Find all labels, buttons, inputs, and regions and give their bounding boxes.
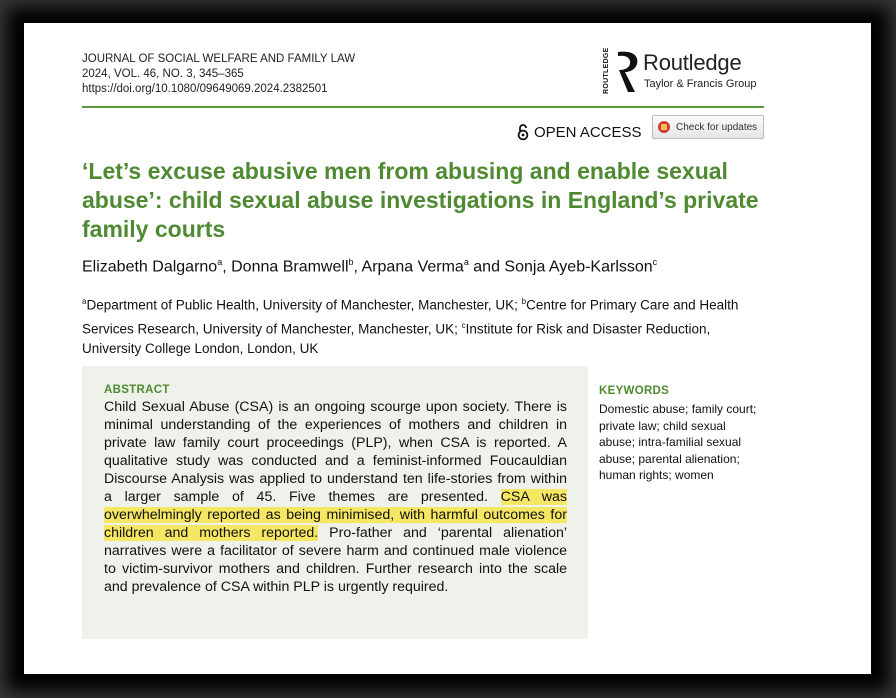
affiliation-mark: c (461, 320, 466, 330)
header-divider (82, 106, 764, 108)
keywords-heading: KEYWORDS (599, 385, 670, 397)
check-updates-icon (658, 121, 670, 133)
abstract-text-part: Child Sexual Abuse (CSA) is an ongoing scourge upon society. There is minimal understanding of the experiences of mothers and children in private law family court proceedings (PLP), when CSA is reported. A qualitative study was conducted and a feminist-informed Foucauldian Discourse Analysis was applied to understand ten life-stories from within a larger sample of 45. Five themes are presented. (104, 399, 567, 505)
affiliation-mark: b (521, 297, 527, 306)
journal-volume: 2024, VOL. 46, NO. 3, 345–365 (82, 68, 244, 80)
publisher-vertical-text: ROUTLEDGE (603, 47, 610, 94)
check-updates-button[interactable] (652, 115, 764, 139)
author-affil-mark: b (348, 257, 354, 267)
affiliation-mark: a (82, 297, 87, 306)
author-separator: and (468, 258, 505, 276)
open-access-badge (517, 121, 642, 143)
author-affil-mark: a (463, 257, 469, 267)
affiliation-text: Institute for Risk and Disaster Reduction, University College London, London, UK (82, 321, 711, 356)
author-affil-mark: c (652, 257, 658, 267)
author-name: Arpana Verma (361, 258, 464, 276)
open-access-label: OPEN ACCESS (534, 123, 642, 141)
abstract-text (104, 398, 567, 596)
check-updates-label: Check for updates (676, 121, 758, 133)
abstract-heading: ABSTRACT (104, 384, 170, 396)
open-lock-icon (517, 123, 529, 141)
article-title: ‘Let’s excuse abusive men from abusing and enable sexual abuse’: child sexual abuse investigations in England’s private family courts (82, 158, 759, 242)
abstract-box (82, 366, 588, 639)
publisher-name: Routledge (643, 50, 742, 75)
author-affil-mark: a (217, 257, 223, 267)
routledge-r-icon (615, 50, 641, 94)
keywords-text: Domestic abuse; family court; private law; child sexual abuse; intra-familial sexual abuse; parental alienation; human rights; women (599, 402, 757, 482)
author-name: Donna Bramwell (231, 258, 349, 276)
journal-doi-link[interactable]: https://doi.org/10.1080/09649069.2024.2382501 (82, 83, 328, 95)
author-name: Sonja Ayeb-Karlsson (504, 258, 653, 276)
journal-name: JOURNAL OF SOCIAL WELFARE AND FAMILY LAW (82, 53, 356, 65)
affiliation-text: Department of Public Health, University of Manchester, Manchester, UK; (86, 297, 522, 313)
author-separator: , (353, 258, 362, 276)
publisher-group: Taylor & Francis Group (644, 78, 757, 90)
journal-header (82, 52, 355, 97)
abstract-text-part: Pro-father and ‘parental alienation’ narratives were a facilitator of severe harm and continued male violence to victim-survivor mothers and children. Further research into the scale and prevalence of CSA within PLP is urgently required. (104, 525, 568, 595)
affiliations (82, 292, 762, 359)
affiliation-text: Centre for Primary Care and Health Services Research, University of Manchester, Manchester, UK; (82, 297, 739, 336)
author-list (82, 257, 772, 276)
author-name: Elizabeth Dalgarno (82, 258, 218, 276)
abstract-highlight: CSA was overwhelmingly reported as being minimised, with harmful outcomes for children and mothers reported. (104, 489, 567, 541)
publisher-logo (603, 48, 773, 96)
author-separator: , (222, 258, 232, 276)
